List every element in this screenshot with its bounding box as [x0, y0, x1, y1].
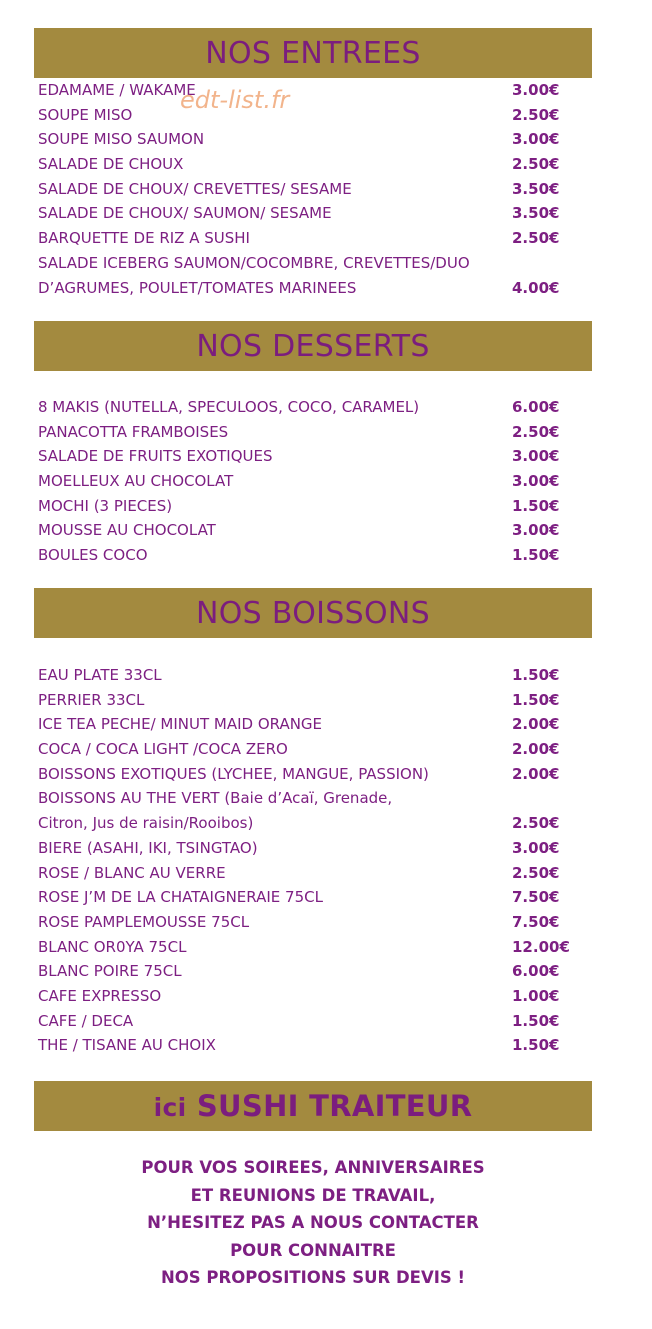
- menu-item-name: PERRIER 33CL: [38, 690, 145, 709]
- promo-line: POUR CONNAITRE: [230, 1240, 396, 1260]
- menu-item-row: [38, 103, 568, 128]
- menu-item-row: [38, 762, 568, 787]
- menu-item-price: 4.00€: [512, 278, 560, 297]
- menu-item-name: BLANC POIRE 75CL: [38, 962, 182, 981]
- menu-item-name: EAU PLATE 33CL: [38, 666, 162, 684]
- menu-item-price: 1.50€: [512, 1036, 560, 1055]
- menu-item-row: [38, 127, 568, 152]
- menu-item-price: 2.50€: [512, 105, 560, 124]
- traiteur-title-small: ici: [153, 1093, 187, 1122]
- menu-item-name: ROSE / BLANC AU VERRE: [38, 863, 226, 882]
- menu-item-price: 3.50€: [512, 179, 560, 198]
- menu-item-row: [38, 494, 568, 519]
- menu-item-row: [38, 811, 568, 836]
- menu-item-price: 7.50€: [512, 912, 560, 931]
- menu-item-name: SALADE DE CHOUX: [38, 155, 184, 174]
- menu-item-name: EDAMAME / WAKAME: [38, 81, 196, 99]
- section-header-traiteur: [34, 1081, 592, 1131]
- menu-item-price: 2.50€: [512, 229, 560, 248]
- menu-item-price: 2.00€: [512, 764, 560, 783]
- menu-item-price: 2.00€: [512, 715, 560, 734]
- menu-item-row: [38, 786, 568, 811]
- menu-item-price: 3.00€: [512, 838, 560, 857]
- menu-item-price: 3.00€: [512, 447, 560, 466]
- desserts-list: [38, 395, 568, 568]
- menu-item-price: 3.00€: [512, 130, 560, 149]
- promo-line: N’HESITEZ PAS A NOUS CONTACTER: [147, 1213, 479, 1232]
- menu-item-price: 2.50€: [512, 814, 560, 833]
- menu-item-price: 1.50€: [512, 496, 560, 515]
- section-header-entrees: [34, 28, 592, 78]
- menu-item-price: 2.00€: [512, 740, 560, 759]
- menu-item-price: 2.50€: [512, 422, 560, 441]
- menu-item-price: 6.00€: [512, 962, 560, 981]
- section-header-desserts: [34, 321, 592, 371]
- menu-item-name: BOULES COCO: [38, 546, 148, 565]
- traiteur-title: [154, 1089, 473, 1123]
- menu-item-row: [38, 444, 568, 469]
- menu-item-price: 1.50€: [512, 690, 560, 709]
- menu-item-row: [38, 1033, 568, 1058]
- menu-item-row: [38, 543, 568, 568]
- boissons-list: [38, 663, 568, 1058]
- menu-item-name: MOELLEUX AU CHOCOLAT: [38, 472, 234, 491]
- menu-item-row: [38, 836, 568, 861]
- menu-item-name: SALADE DE FRUITS EXOTIQUES: [38, 447, 273, 466]
- entrees-list: [38, 78, 568, 300]
- menu-item-name: BLANC OR0YA 75CL: [38, 937, 187, 956]
- menu-item-name: SALADE DE CHOUX/ SAUMON/ SESAME: [38, 204, 332, 223]
- menu-item-name: ROSE PAMPLEMOUSSE 75CL: [38, 912, 250, 931]
- menu-item-name: PANACOTTA FRAMBOISES: [38, 422, 229, 441]
- menu-item-name: BARQUETTE DE RIZ A SUSHI: [38, 229, 250, 248]
- menu-item-price: 1.50€: [512, 546, 560, 565]
- menu-item-price: 7.50€: [512, 888, 560, 907]
- menu-item-name: SOUPE MISO: [38, 105, 133, 124]
- menu-item-row: [38, 201, 568, 226]
- menu-item-row: [38, 688, 568, 713]
- menu-item-name: Citron, Jus de raisin/Rooibos): [38, 814, 254, 833]
- menu-item-name: BOISSONS AU THE VERT (Baie d’Acaï, Grenade,: [38, 789, 393, 808]
- menu-item-row: [38, 469, 568, 494]
- menu-item-name: CAFE / DECA: [38, 1011, 134, 1030]
- menu-item-row: [38, 251, 568, 276]
- menu-item-row: [38, 663, 568, 688]
- menu-item-price: 1.50€: [512, 666, 560, 684]
- menu-item-row: [38, 959, 568, 984]
- menu-item-name: CAFE EXPRESSO: [38, 986, 162, 1005]
- menu-item-name: MOCHI (3 PIECES): [38, 496, 173, 515]
- menu-item-row: [38, 712, 568, 737]
- menu-item-name: ICE TEA PECHE/ MINUT MAID ORANGE: [38, 715, 323, 734]
- menu-item-price: 1.50€: [512, 1011, 560, 1030]
- menu-item-row: [38, 276, 568, 301]
- menu-item-price: 3.00€: [512, 521, 560, 540]
- menu-item-name: BOISSONS EXOTIQUES (LYCHEE, MANGUE, PASSION): [38, 764, 429, 783]
- section-title: NOS ENTREES: [205, 35, 421, 71]
- promo-line: ET REUNIONS DE TRAVAIL,: [190, 1185, 436, 1205]
- menu-item-name: SOUPE MISO SAUMON: [38, 130, 205, 149]
- section-header-boissons: [34, 588, 592, 638]
- menu-item-price: 12.00€: [512, 937, 570, 956]
- menu-item-row: [38, 984, 568, 1009]
- menu-item-row: [38, 78, 568, 103]
- menu-item-name: ROSE J’M DE LA CHATAIGNERAIE 75CL: [38, 888, 323, 907]
- menu-item-row: [38, 737, 568, 762]
- menu-item-name: MOUSSE AU CHOCOLAT: [38, 521, 216, 540]
- traiteur-title-main: SUSHI TRAITEUR: [196, 1089, 473, 1123]
- menu-item-name: SALADE DE CHOUX/ CREVETTES/ SESAME: [38, 179, 352, 198]
- menu-item-name: 8 MAKIS (NUTELLA, SPECULOOS, COCO, CARAMEL): [38, 398, 420, 416]
- menu-item-row: [38, 935, 568, 960]
- promo-line: POUR VOS SOIREES, ANNIVERSAIRES: [141, 1158, 485, 1177]
- menu-item-row: [38, 910, 568, 935]
- section-title: NOS BOISSONS: [196, 595, 430, 631]
- menu-item-name: D’AGRUMES, POULET/TOMATES MARINEES: [38, 278, 357, 297]
- menu-item-row: [38, 885, 568, 910]
- menu-item-name: SALADE ICEBERG SAUMON/COCOMBRE, CREVETTES/DUO: [38, 253, 470, 272]
- menu-item-name: THE / TISANE AU CHOIX: [38, 1036, 216, 1055]
- menu-item-row: [38, 226, 568, 251]
- menu-item-row: [38, 177, 568, 202]
- watermark-logo: edt-list.fr: [180, 86, 290, 114]
- menu-item-row: [38, 420, 568, 445]
- section-title: NOS DESSERTS: [196, 328, 430, 364]
- menu-item-price: 2.50€: [512, 155, 560, 174]
- traiteur-promo-text: [0, 1154, 626, 1292]
- menu-item-row: [38, 518, 568, 543]
- menu-item-price: 1.00€: [512, 986, 560, 1005]
- menu-item-price: 3.00€: [512, 472, 560, 491]
- menu-item-row: [38, 1009, 568, 1034]
- menu-item-row: [38, 152, 568, 177]
- menu-item-row: [38, 861, 568, 886]
- menu-item-price: 2.50€: [512, 863, 560, 882]
- menu-item-row: [38, 395, 568, 420]
- menu-item-price: 3.50€: [512, 204, 560, 223]
- menu-item-name: COCA / COCA LIGHT /COCA ZERO: [38, 740, 288, 759]
- menu-item-name: BIERE (ASAHI, IKI, TSINGTAO): [38, 838, 258, 857]
- menu-item-price: 6.00€: [512, 398, 560, 416]
- menu-item-price: 3.00€: [512, 81, 560, 99]
- promo-line: NOS PROPOSITIONS SUR DEVIS !: [160, 1268, 466, 1287]
